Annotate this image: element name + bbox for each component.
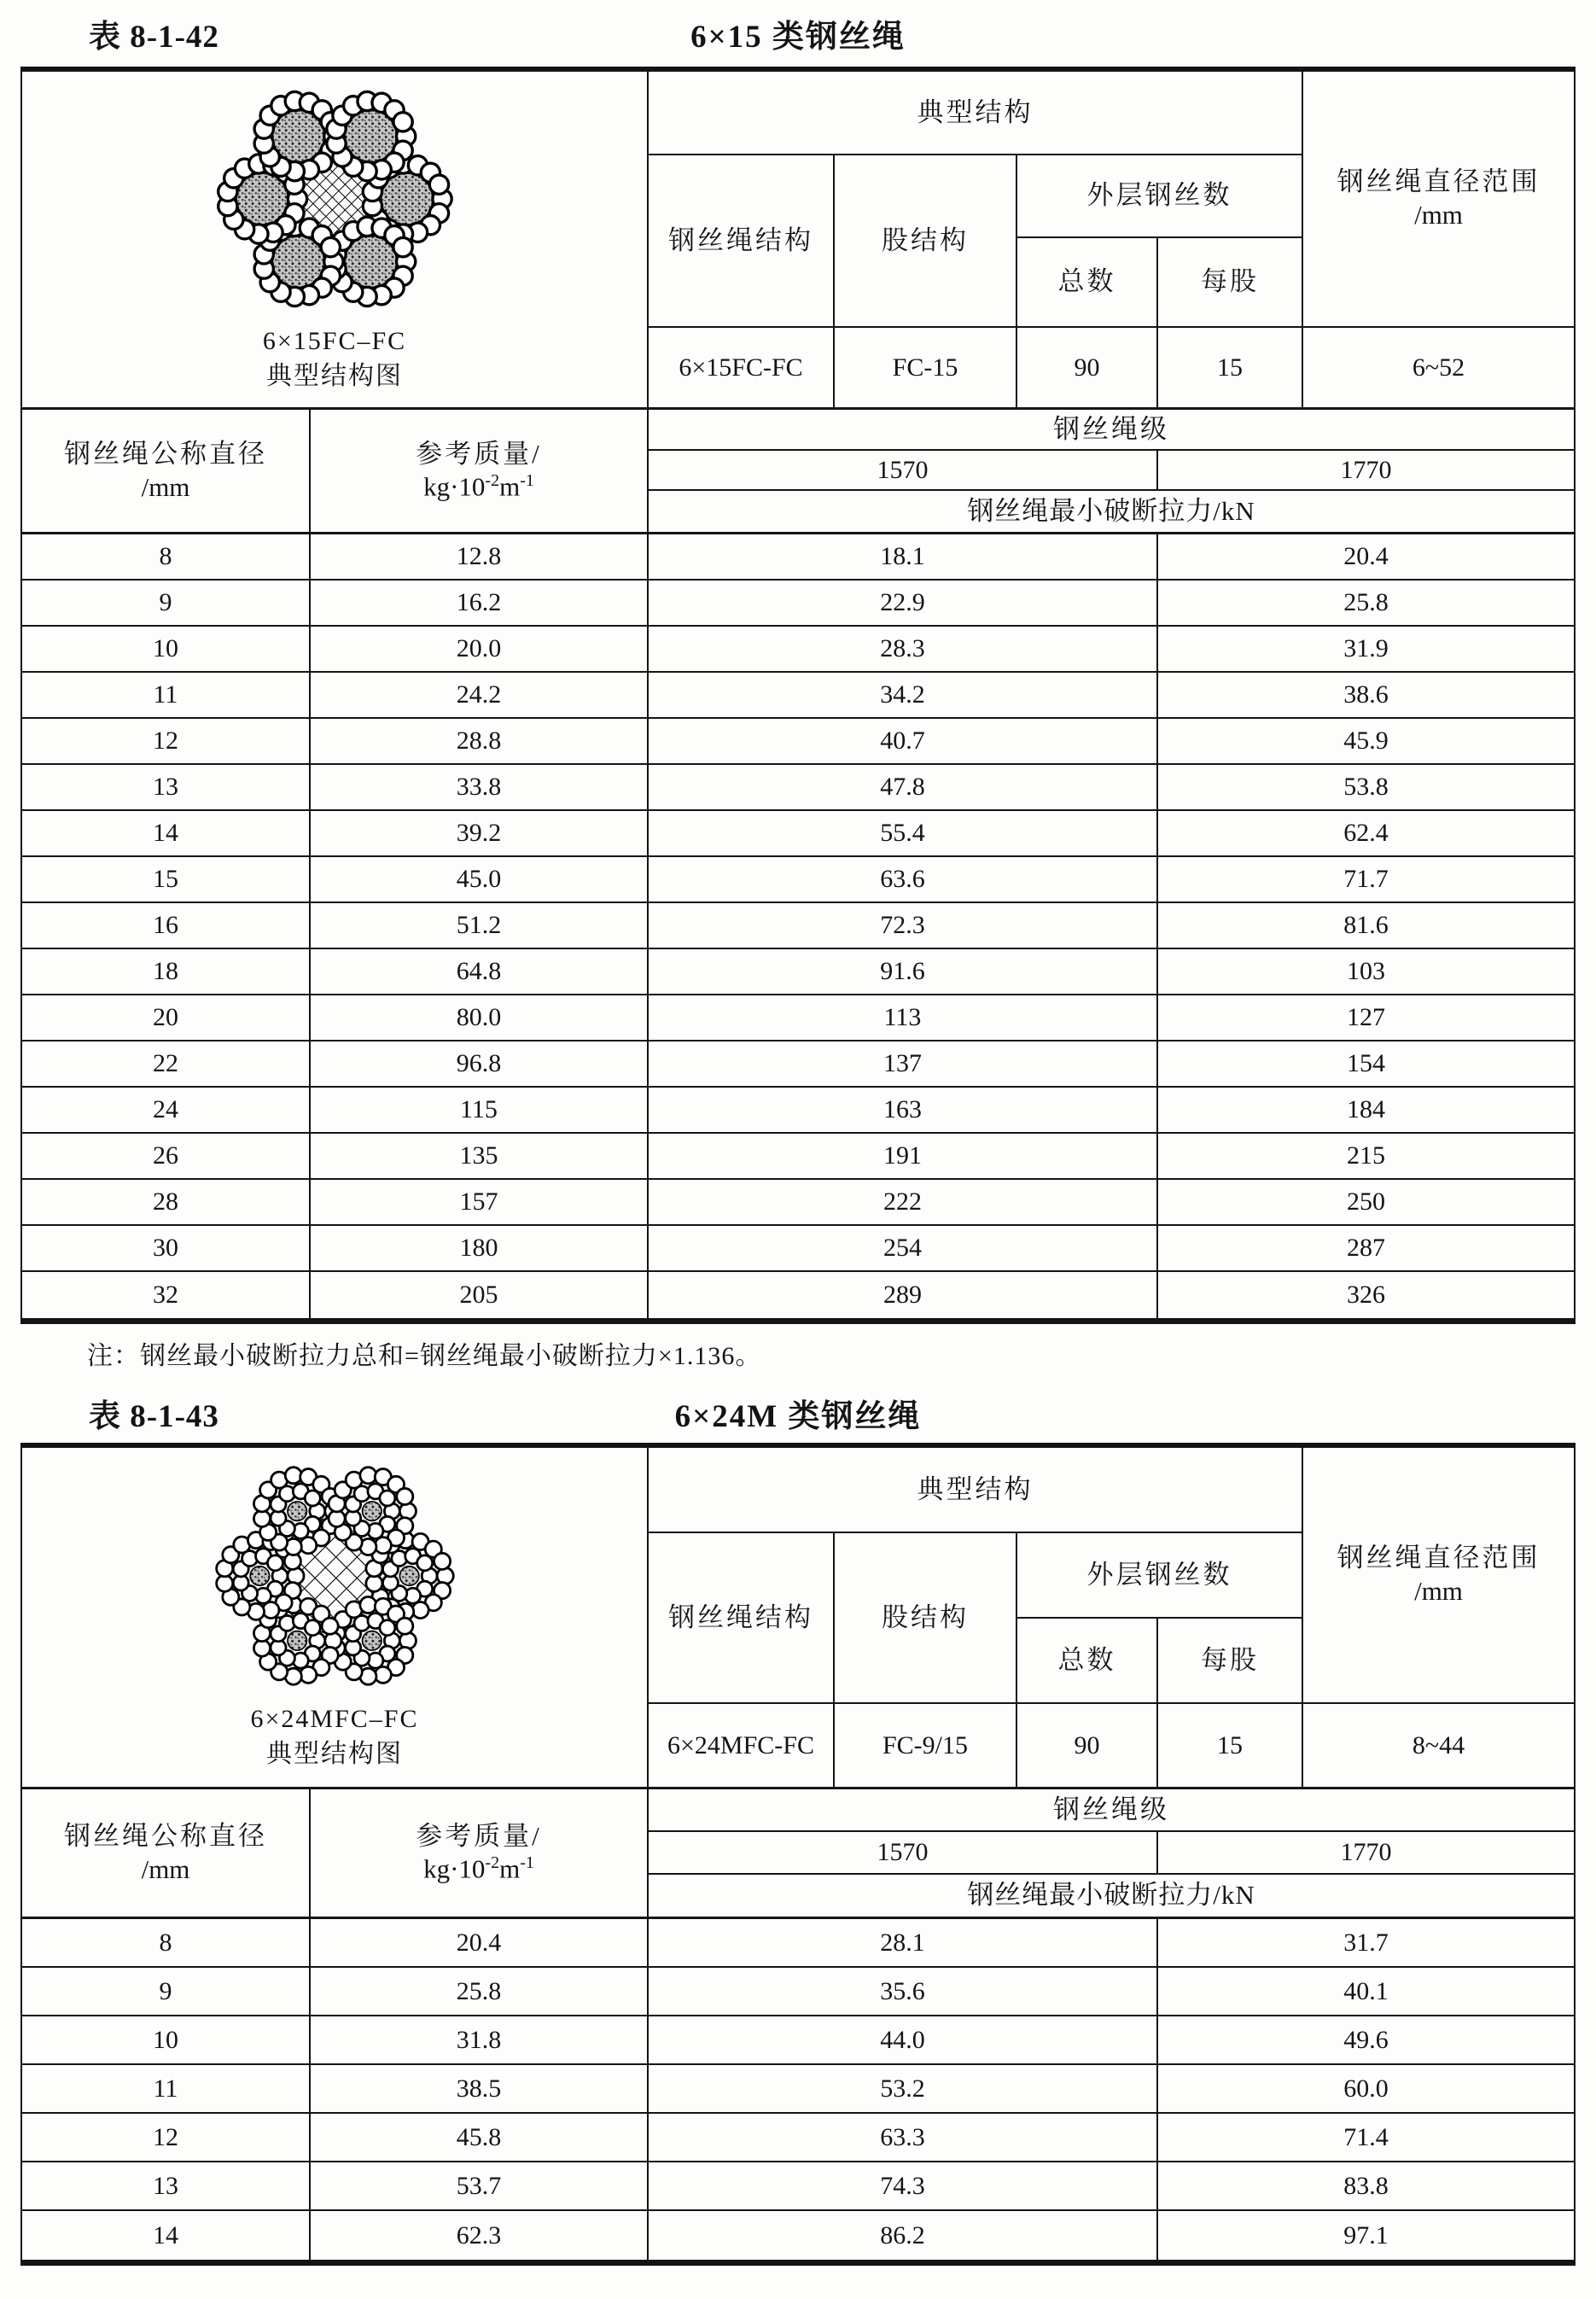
table1-row5-col3: 53.8: [1158, 765, 1574, 811]
table2-row3-col2: 53.2: [649, 2065, 1158, 2114]
caption-line1: 6×24MFC–FC: [250, 1705, 419, 1733]
table1-typical-rope-structure: 6×15FC-FC: [649, 328, 835, 410]
table1-row9-col2: 91.6: [649, 949, 1158, 995]
table1-row7-col2: 63.6: [649, 857, 1158, 903]
table1-diagram-cell: [22, 72, 649, 410]
table1-row7-col0: 15: [22, 857, 311, 903]
table1-row3-col0: 11: [22, 673, 311, 719]
table1-row0-col1: 12.8: [311, 534, 649, 581]
table1-row0-col3: 20.4: [1158, 534, 1574, 581]
table1-row2-col2: 28.3: [649, 627, 1158, 673]
table1-row2-col0: 10: [22, 627, 311, 673]
table2-typical-per-strand: 15: [1158, 1704, 1303, 1789]
table1-header-grade-1770: 1770: [1158, 451, 1574, 491]
table1-row9-col1: 64.8: [311, 949, 649, 995]
diameter-range-line1: 钢丝绳直径范围: [1337, 1543, 1541, 1573]
caption-line2: 典型结构图: [265, 1739, 403, 1768]
table1-diagram-caption: [263, 324, 406, 394]
table2-row2-col3: 49.6: [1158, 2016, 1574, 2065]
table1-typical-total: 90: [1017, 328, 1158, 410]
table1-row0-col2: 18.1: [649, 534, 1158, 581]
table1-row1-col3: 25.8: [1158, 581, 1574, 627]
table1-row16-col1: 205: [311, 1272, 649, 1318]
table2-diagram-caption: [251, 1702, 419, 1771]
table1-row9-col3: 103: [1158, 949, 1574, 995]
table2-header-ref-mass: [311, 1789, 649, 1919]
table1-row6-col0: 14: [22, 811, 311, 857]
table1-row13-col0: 26: [22, 1134, 311, 1180]
table2-row5-col3: 83.8: [1158, 2162, 1574, 2211]
ref-mass-prefix: 参考质量/: [416, 1820, 542, 1851]
nominal-diameter-line1: 钢丝绳公称直径: [64, 1820, 267, 1851]
table1-row6-col3: 62.4: [1158, 811, 1574, 857]
ref-mass-unit: $kg\cdot 10^{-2}m^{-1}$: [423, 1853, 534, 1884]
table1-typical-per-strand: 15: [1158, 328, 1303, 410]
table1-row5-col0: 13: [22, 765, 311, 811]
table1-row3-col1: 24.2: [311, 673, 649, 719]
table1-row12-col0: 24: [22, 1088, 311, 1134]
caption-line2: 典型结构图: [266, 361, 403, 390]
table2-header-grade-1570: 1570: [649, 1832, 1158, 1875]
table1-row14-col3: 250: [1158, 1180, 1574, 1226]
table1-row15-col3: 287: [1158, 1226, 1574, 1272]
table2-typical-total: 90: [1017, 1704, 1158, 1789]
table2-diagram-cell: [22, 1448, 649, 1789]
table1-header-grade-1570: 1570: [649, 451, 1158, 491]
table1-row11-col0: 22: [22, 1042, 311, 1088]
table1-header-ref-mass: [311, 410, 649, 534]
table2-row6-col1: 62.3: [311, 2211, 649, 2260]
table2-header-nominal-diameter: [22, 1789, 311, 1919]
table1-row5-col1: 33.8: [311, 765, 649, 811]
table2-row4-col0: 12: [22, 2114, 311, 2162]
table1-row2-col3: 31.9: [1158, 627, 1574, 673]
table1-row8-col1: 51.2: [311, 903, 649, 949]
table1-number-label: 表 8-1-42: [89, 20, 219, 55]
table2-row2-col0: 10: [22, 2016, 311, 2065]
table2-row5-col2: 74.3: [649, 2162, 1158, 2211]
table1-row3-col3: 38.6: [1158, 673, 1574, 719]
table2-row6-col3: 97.1: [1343, 2220, 1389, 2249]
table1-row5-col2: 47.8: [649, 765, 1158, 811]
table1-row4-col3: 45.9: [1158, 719, 1574, 765]
nominal-diameter-line2: /mm: [141, 471, 190, 502]
table2-row3-col3: 60.0: [1158, 2065, 1574, 2114]
table1-row16-col3: 326: [1347, 1281, 1385, 1310]
ref-mass-prefix: 参考质量/: [416, 438, 542, 469]
table1-row4-col0: 12: [22, 719, 311, 765]
table1-row6-col2: 55.4: [649, 811, 1158, 857]
table1-row10-col3: 127: [1158, 995, 1574, 1042]
table2-header-total: 总数: [1017, 1619, 1158, 1704]
caption-line1: 6×15FC–FC: [262, 327, 407, 355]
table2-row2-col1: 31.8: [311, 2016, 649, 2065]
table1-row11-col3: 154: [1158, 1042, 1574, 1088]
table1-row4-col2: 40.7: [649, 719, 1158, 765]
table2-header-rope-structure: 钢丝绳结构: [649, 1533, 835, 1704]
table1-typical-diameter-range: 6~52: [1303, 328, 1574, 410]
table1-header-breaking-force: 钢丝绳最小破断拉力/kN: [649, 491, 1574, 534]
table2-row4-col2: 63.3: [649, 2114, 1158, 2162]
table1-title: 6×15 类钢丝绳: [690, 20, 906, 55]
table2-header-grade-1770: 1770: [1158, 1832, 1574, 1875]
table2-row3-col0: 11: [22, 2065, 311, 2114]
table1-row1-col1: 16.2: [311, 581, 649, 627]
table2: [20, 1443, 1576, 2266]
table1-row10-col1: 80.0: [311, 995, 649, 1042]
table2-row5-col0: 13: [22, 2162, 311, 2211]
table1-row4-col1: 28.8: [311, 719, 649, 765]
diameter-range-line2: /mm: [1414, 1576, 1463, 1606]
table1-row2-col1: 20.0: [311, 627, 649, 673]
table1-header-strand-structure: 股结构: [835, 155, 1017, 328]
table2-row1-col1: 25.8: [311, 1968, 649, 2016]
table1-row8-col0: 16: [22, 903, 311, 949]
table1-row8-col2: 72.3: [649, 903, 1158, 949]
footnote: 注：钢丝最小破断拉力总和=钢丝绳最小破断拉力×1.136。: [87, 1342, 762, 1370]
table2-typical-rope-structure: 6×24MFC-FC: [649, 1704, 835, 1789]
table2-title: 6×24M 类钢丝绳: [674, 1399, 922, 1434]
table2-row1-col2: 35.6: [649, 1968, 1158, 2016]
rope-cross-section-6x15-icon: [211, 75, 458, 323]
table2-header-breaking-force: 钢丝绳最小破断拉力/kN: [649, 1875, 1574, 1919]
table1-row11-col1: 96.8: [311, 1042, 649, 1088]
table2-header-rope-grade: 钢丝绳级: [649, 1789, 1574, 1832]
table1-row0-col0: 8: [22, 534, 311, 581]
table2-header-outer-wires: 外层钢丝数: [1017, 1533, 1303, 1619]
table2-header-per-strand: 每股: [1158, 1619, 1303, 1704]
table2-row5-col1: 53.7: [311, 2162, 649, 2211]
table1-row14-col0: 28: [22, 1180, 311, 1226]
table1-row16-col2: 289: [649, 1272, 1158, 1318]
ref-mass-unit: $kg\cdot 10^{-2}m^{-1}$: [423, 471, 534, 502]
table1-row12-col1: 115: [311, 1088, 649, 1134]
table1-header-total: 总数: [1017, 238, 1158, 328]
diameter-range-line2: /mm: [1414, 200, 1463, 230]
table2-row0-col0: 8: [22, 1919, 311, 1968]
table1: [20, 67, 1576, 1324]
diameter-range-line1: 钢丝绳直径范围: [1337, 166, 1541, 197]
table1-row12-col2: 163: [649, 1088, 1158, 1134]
table1-row13-col1: 135: [311, 1134, 649, 1180]
table2-row2-col2: 44.0: [649, 2016, 1158, 2065]
table1-row6-col1: 39.2: [311, 811, 649, 857]
table1-row11-col2: 137: [649, 1042, 1158, 1088]
table2-row3-col1: 38.5: [311, 2065, 649, 2114]
table1-row15-col0: 30: [22, 1226, 311, 1272]
table2-row1-col0: 9: [22, 1968, 311, 2016]
table1-row13-col2: 191: [649, 1134, 1158, 1180]
nominal-diameter-line1: 钢丝绳公称直径: [64, 438, 267, 469]
table2-header-diameter-range: [1303, 1448, 1574, 1704]
table1-row7-col1: 45.0: [311, 857, 649, 903]
table2-row4-col3: 71.4: [1158, 2114, 1574, 2162]
table1-row8-col3: 81.6: [1158, 903, 1574, 949]
table2-row0-col2: 28.1: [649, 1919, 1158, 1968]
table1-header-diameter-range: [1303, 72, 1574, 328]
table1-row3-col2: 34.2: [649, 673, 1158, 719]
table1-row14-col2: 222: [649, 1180, 1158, 1226]
table1-row15-col2: 254: [649, 1226, 1158, 1272]
table1-row1-col0: 9: [22, 581, 311, 627]
table1-header-rope-structure: 钢丝绳结构: [649, 155, 835, 328]
table1-row9-col0: 18: [22, 949, 311, 995]
nominal-diameter-line2: /mm: [141, 1853, 190, 1884]
table2-row0-col3: 31.7: [1158, 1919, 1574, 1968]
table2-row6-col2: 86.2: [649, 2211, 1158, 2260]
table1-header-outer-wires: 外层钢丝数: [1017, 155, 1303, 238]
table1-typical-strand-structure: FC-15: [835, 328, 1017, 410]
table1-row1-col2: 22.9: [649, 581, 1158, 627]
table1-header-per-strand: 每股: [1158, 238, 1303, 328]
table2-header-strand-structure: 股结构: [835, 1533, 1017, 1704]
table2-row1-col3: 40.1: [1158, 1968, 1574, 2016]
table2-number-label: 表 8-1-43: [89, 1399, 219, 1434]
table2-header-typical-structure: 典型结构: [649, 1448, 1303, 1533]
table1-row15-col1: 180: [311, 1226, 649, 1272]
table1-row16-col0: 32: [22, 1272, 311, 1318]
rope-cross-section-6x24-icon: [210, 1451, 459, 1701]
table2-row0-col1: 20.4: [311, 1919, 649, 1968]
table1-row10-col0: 20: [22, 995, 311, 1042]
table1-header-typical-structure: 典型结构: [649, 72, 1303, 155]
table1-row13-col3: 215: [1158, 1134, 1574, 1180]
table2-row6-col0: 14: [22, 2211, 311, 2260]
table1-row7-col3: 71.7: [1158, 857, 1574, 903]
table2-typical-diameter-range: 8~44: [1303, 1704, 1574, 1789]
table1-header-nominal-diameter: [22, 410, 311, 534]
table1-header-rope-grade: 钢丝绳级: [649, 410, 1574, 451]
table2-row4-col1: 45.8: [311, 2114, 649, 2162]
table2-typical-strand-structure: FC-9/15: [835, 1704, 1017, 1789]
table1-row12-col3: 184: [1158, 1088, 1574, 1134]
table1-row10-col2: 113: [649, 995, 1158, 1042]
table1-row14-col1: 157: [311, 1180, 649, 1226]
